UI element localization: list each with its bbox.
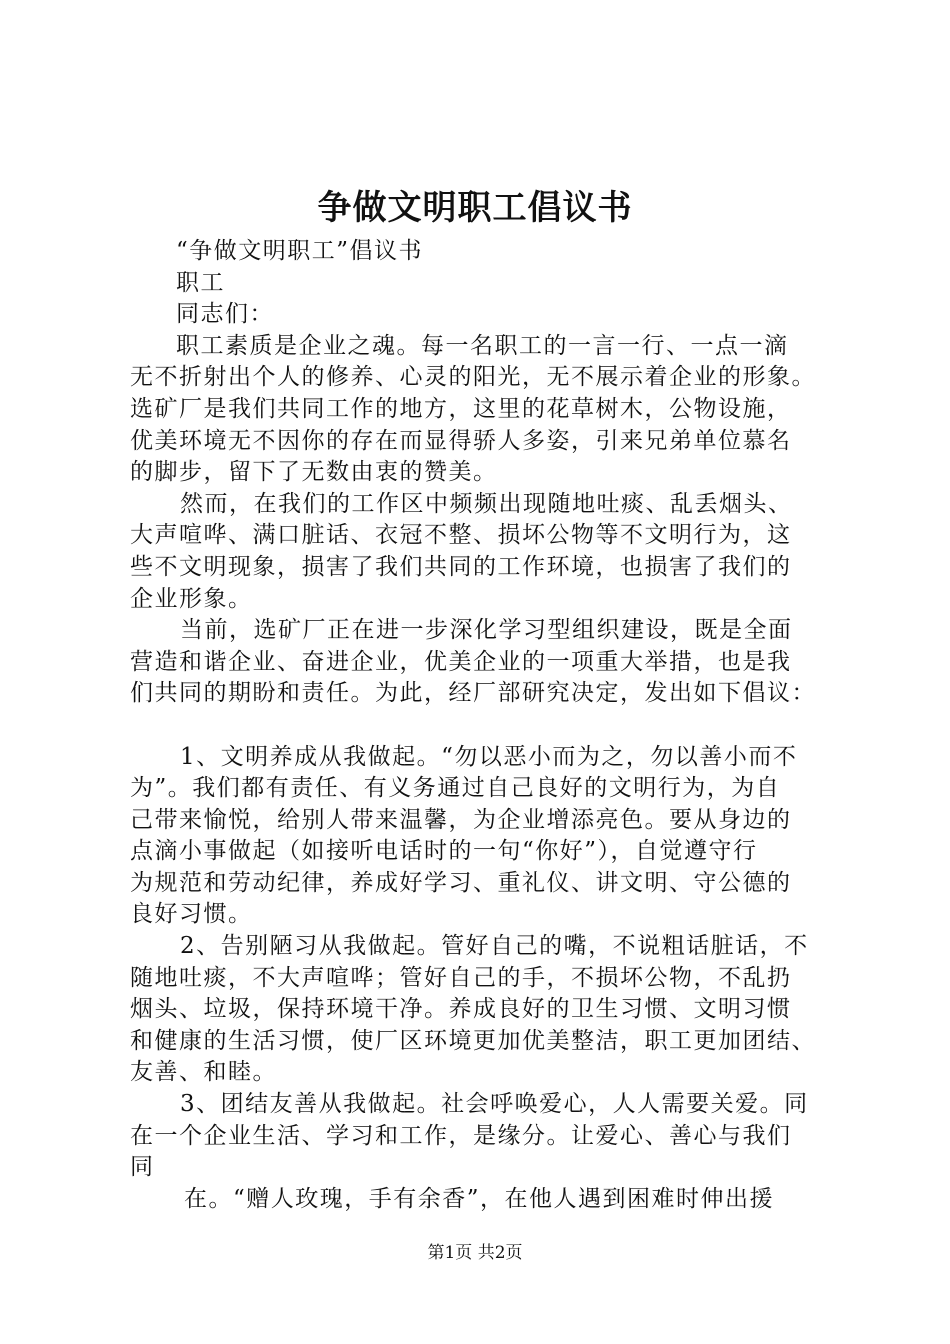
- paragraph-line: 1、文明养成从我做起。“勿以恶小而为之，勿以善小而不: [180, 743, 798, 770]
- paragraph-line: 企业形象。: [130, 585, 253, 612]
- paragraph-line: 职工素质是企业之魂。每一名职工的一言一行、一点一滴: [176, 332, 789, 359]
- paragraph-line: 为规范和劳动纪律，养成好学习、重礼仪、讲文明、守公德的: [130, 869, 792, 896]
- paragraph-line: 为”。我们都有责任、有义务通过自己良好的文明行为，为自: [130, 775, 781, 802]
- paragraph-line: 们共同的期盼和责任。为此，经厂部研究决定，发出如下倡议：: [130, 680, 816, 707]
- paragraph-line: 在一个企业生活、学习和工作，是缘分。让爱心、善心与我们: [130, 1122, 792, 1149]
- paragraph-line: 己带来愉悦，给别人带来温馨，为企业增添亮色。要从身边的: [130, 806, 792, 833]
- document-title: 争做文明职工倡议书: [317, 188, 633, 228]
- paragraph-gap: [130, 710, 835, 742]
- salutation-line: 职工: [176, 269, 225, 296]
- salutation-line: 同志们：: [176, 301, 274, 328]
- paragraph-line: 同: [130, 1154, 155, 1181]
- paragraph-line: 在。“赠人玫瑰，手有余香”，在他人遇到困难时伸出援: [184, 1185, 775, 1212]
- paragraph-line: 然而，在我们的工作区中频频出现随地吐痰、乱丢烟头、: [180, 490, 793, 517]
- paragraph-line: 良好习惯。: [130, 901, 253, 928]
- paragraph-line: 点滴小事做起（如接听电话时的一句“你好”），自觉遵守行: [130, 838, 758, 865]
- paragraph-line: 2、告别陋习从我做起。管好自己的嘴，不说粗话脏话，不: [180, 933, 809, 960]
- page-footer: 第1页 共2页: [427, 1243, 523, 1263]
- document-body: [130, 236, 835, 1215]
- paragraph-line: 烟头、垃圾，保持环境干净。养成良好的卫生习惯、文明习惯: [130, 996, 792, 1023]
- paragraph-line: 大声喧哗、满口脏话、衣冠不整、损坏公物等不文明行为，这: [130, 522, 792, 549]
- paragraph-line: 当前，选矿厂正在进一步深化学习型组织建设，既是全面: [180, 617, 793, 644]
- paragraph-line: 些不文明现象，损害了我们共同的工作环境，也损害了我们的: [130, 553, 792, 580]
- paragraph-line: 友善、和睦。: [130, 1059, 277, 1086]
- paragraph-line: 选矿厂是我们共同工作的地方，这里的花草树木，公物设施，: [130, 395, 792, 422]
- paragraph-line: 的脚步，留下了无数由衷的赞美。: [130, 459, 498, 486]
- paragraph-line: 3、团结友善从我做起。社会呼唤爱心，人人需要关爱。同: [180, 1091, 809, 1118]
- subtitle-line: “争做文明职工”倡议书: [176, 238, 424, 264]
- paragraph-line: 无不折射出个人的修养、心灵的阳光，无不展示着企业的形象。: [130, 364, 816, 391]
- paragraph-line: 营造和谐企业、奋进企业，优美企业的一项重大举措，也是我: [130, 648, 792, 675]
- paragraph-line: 随地吐痰，不大声喧哗；管好自己的手，不损坏公物，不乱扔: [130, 964, 792, 991]
- paragraph-line: 和健康的生活习惯，使厂区环境更加优美整洁，职工更加团结、: [130, 1027, 816, 1054]
- paragraph-line: 优美环境无不因你的存在而显得骄人多姿，引来兄弟单位慕名: [130, 427, 792, 454]
